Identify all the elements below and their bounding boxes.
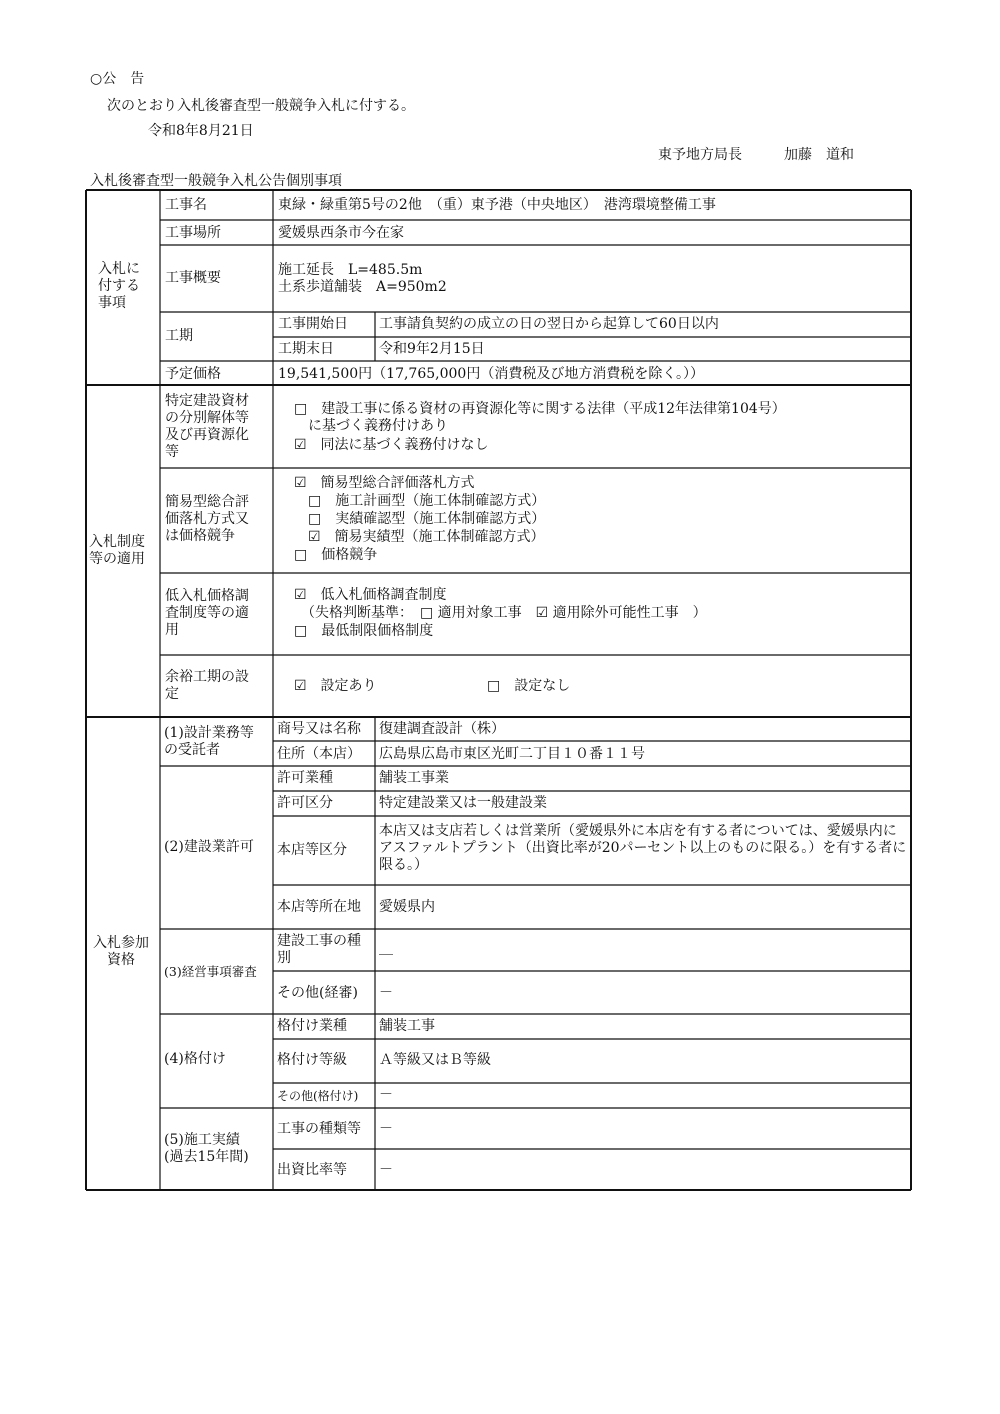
margin-period-label: 余裕工期の設 定 bbox=[165, 669, 249, 702]
end-label: 工期末日 bbox=[278, 341, 334, 357]
notice-date: 令和8年8月21日 bbox=[148, 123, 254, 139]
end-value: 令和9年2月15日 bbox=[379, 341, 485, 357]
outline-label: 工事概要 bbox=[165, 270, 221, 286]
notice-mark: ○公 告 bbox=[90, 71, 145, 87]
record-ratio-value: － bbox=[379, 1162, 393, 1178]
review-other-value: － bbox=[379, 985, 393, 1001]
license-class-label: 許可区分 bbox=[277, 795, 333, 811]
review-kind-label: 建設工事の種 別 bbox=[277, 933, 361, 966]
eval-line: ☑ 簡易実績型（施工体制確認方式） bbox=[294, 529, 545, 545]
record-ratio-label: 出資比率等 bbox=[277, 1162, 347, 1178]
rank-other-value: － bbox=[379, 1087, 393, 1103]
rank-grade-value: Ａ等級又はＢ等級 bbox=[379, 1052, 491, 1068]
start-value: 工事請負契約の成立の日の翌日から起算して60日以内 bbox=[379, 316, 719, 332]
issuer-title: 東予地方局長 bbox=[658, 147, 742, 163]
eval-line: ☑ 簡易型総合評価落札方式 bbox=[294, 475, 475, 491]
license-class-value: 特定建設業又は一般建設業 bbox=[379, 795, 547, 811]
record-kind-label: 工事の種類等 bbox=[277, 1121, 361, 1137]
rank-type-label: 格付け業種 bbox=[277, 1018, 347, 1034]
review-other-label: その他(経審) bbox=[277, 985, 358, 1001]
rank-other-label: その他(格付け) bbox=[277, 1089, 359, 1103]
table-title: 入札後審査型一般競争入札公告個別事項 bbox=[90, 173, 342, 189]
place-label: 工事場所 bbox=[165, 225, 221, 241]
office-location-label: 本店等所在地 bbox=[277, 899, 361, 915]
eval-label: 簡易型総合評 価落札方式又 は価格競争 bbox=[165, 494, 249, 544]
section2-label: 入札制度 等の適用 bbox=[89, 534, 145, 567]
name-label: 工事名 bbox=[165, 197, 207, 213]
design-label: (1)設計業務等 の受託者 bbox=[164, 725, 254, 758]
price-label: 予定価格 bbox=[165, 366, 221, 382]
record-label: (5)施工実績 (過去15年間) bbox=[164, 1132, 249, 1165]
issuer-name: 加藤 道和 bbox=[784, 147, 854, 163]
address-value: 広島県広島市東区光町二丁目１０番１１号 bbox=[379, 746, 645, 762]
low-price-line: ☑ 低入札価格調査制度 bbox=[294, 587, 447, 603]
address-label: 住所（本店） bbox=[277, 746, 361, 762]
recycle-option-1: □ 建設工事に係る資材の再資源化等に関する法律（平成12年法律第104号） に基づく義務付けあり bbox=[294, 401, 786, 434]
project-name: 東緑・緑重第5号の2他 （重）東予港（中央地区） 港湾環境整備工事 bbox=[278, 197, 716, 213]
project-place: 愛媛県西条市今在家 bbox=[278, 225, 404, 241]
rank-grade-label: 格付け等級 bbox=[277, 1052, 347, 1068]
recycle-option-2: ☑ 同法に基づく義務付けなし bbox=[294, 437, 489, 453]
office-class-label: 本店等区分 bbox=[277, 842, 347, 858]
license-type-value: 舗装工事業 bbox=[379, 770, 449, 786]
margin-option-2: □ 設定なし bbox=[487, 678, 571, 694]
company-value: 復建調査設計（株） bbox=[379, 721, 505, 737]
low-price-label: 低入札価格調 査制度等の適 用 bbox=[165, 588, 249, 638]
project-outline: 施工延長 L=485.5m 土系歩道舗装 A=950m2 bbox=[278, 262, 447, 295]
license-type-label: 許可業種 bbox=[277, 770, 333, 786]
record-kind-value: － bbox=[379, 1121, 393, 1137]
eval-line: □ 価格競争 bbox=[294, 547, 378, 563]
review-label: (3)経営事項審査 bbox=[164, 964, 257, 979]
review-kind-value: ＿ bbox=[379, 941, 393, 957]
intro-text: 次のとおり入札後審査型一般競争入札に付する。 bbox=[107, 98, 415, 114]
recycle-label: 特定建設資材 の分別解体等 及び再資源化 等 bbox=[165, 393, 249, 460]
license-label: (2)建設業許可 bbox=[164, 839, 254, 855]
low-price-line: （失格判断基準： □ 適用対象工事 ☑ 適用除外可能性工事 ） bbox=[294, 605, 707, 621]
price-value: 19,541,500円（17,765,000円（消費税及び地方消費税を除く。）） bbox=[278, 366, 705, 382]
section3-label: 入札参加 資格 bbox=[93, 935, 149, 968]
start-label: 工事開始日 bbox=[278, 316, 348, 332]
eval-line: □ 施工計画型（施工体制確認方式） bbox=[294, 493, 546, 509]
rank-label: (4)格付け bbox=[164, 1051, 226, 1067]
period-label: 工期 bbox=[165, 328, 193, 344]
eval-line: □ 実績確認型（施工体制確認方式） bbox=[294, 511, 546, 527]
rank-type-value: 舗装工事 bbox=[379, 1018, 435, 1034]
section1-label: 入札に 付する 事項 bbox=[98, 261, 140, 311]
office-location-value: 愛媛県内 bbox=[379, 899, 435, 915]
office-class-value: 本店又は支店若しくは営業所（愛媛県外に本店を有する者については、愛媛県内にアスファルトプラント（出資比率が20パーセント以上のものに限る。）を有する者に限る。） bbox=[379, 823, 907, 873]
margin-option-1: ☑ 設定あり bbox=[294, 678, 377, 694]
low-price-line: □ 最低制限価格制度 bbox=[294, 623, 434, 639]
company-label: 商号又は名称 bbox=[277, 721, 361, 737]
